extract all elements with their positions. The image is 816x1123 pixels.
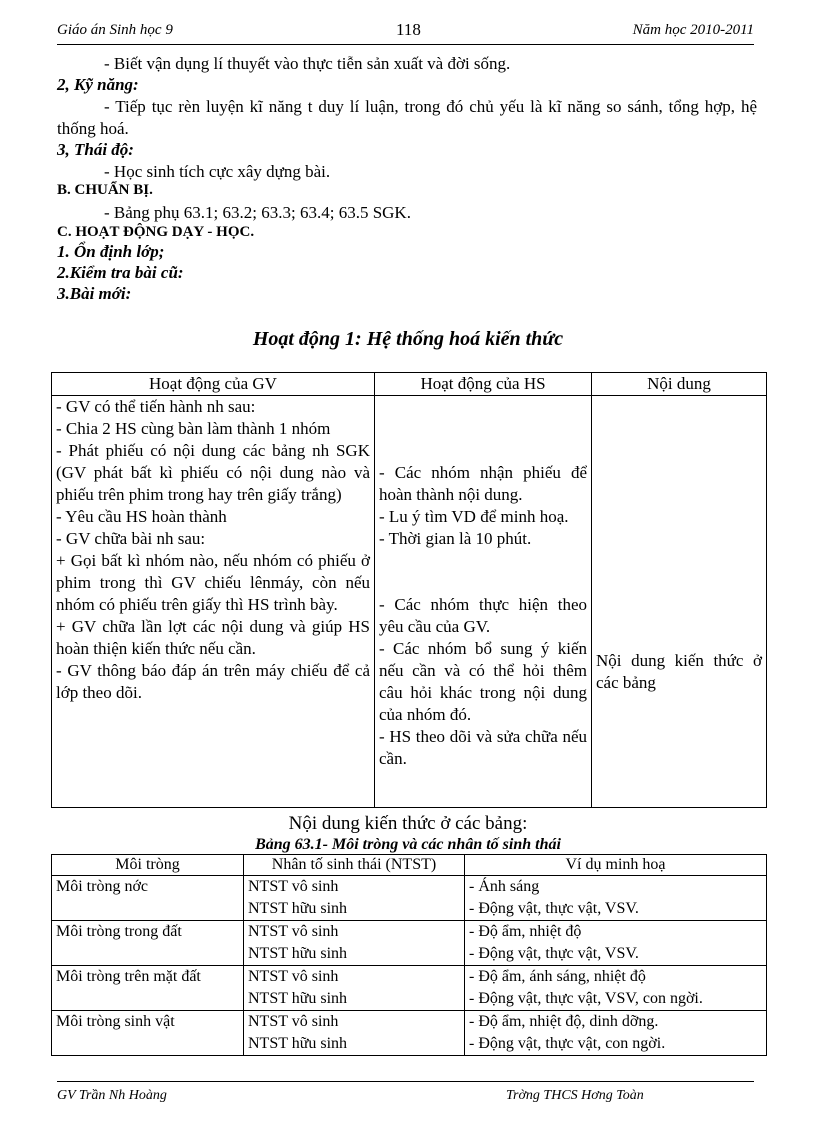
content-text: Nội dung kiến thức ở các bảng (596, 651, 762, 692)
gv-item: - GV có thể tiến hành nh sau: (56, 397, 256, 416)
heading-attitude: 3, Thái độ: (57, 140, 134, 159)
intro-line-skills: - Tiếp tục rèn luyện kĩ năng t duy lí luận, trong đó chủ yếu là kĩ năng so sánh, tổng hợp, hệ thống hoá. (57, 97, 757, 138)
environment-table (51, 854, 767, 1056)
intro-line-1: - Biết vận dụng lí thuyết vào thực tiễn sản xuất và đời sống. (104, 54, 511, 73)
hs-activities (375, 396, 592, 808)
factor-cell: NTST vô sinh NTST hữu sinh (244, 1011, 465, 1056)
step-stabilize: 1. Ổn định lớp; (57, 242, 165, 261)
table-row (52, 1011, 767, 1056)
example-cell: - Ánh sáng - Động vật, thực vật, VSV. (465, 876, 767, 921)
example-cell: - Độ ẩm, nhiệt độ - Động vật, thực vật, VSV. (465, 921, 767, 966)
heading-activities: C. HOẠT ĐỘNG DẠY - HỌC. (57, 224, 255, 240)
header-school-year: Năm học 2010-2011 (632, 22, 754, 38)
example-cell: - Độ ẩm, ánh sáng, nhiệt độ - Động vật, thực vật, VSV, con ngời. (465, 966, 767, 1011)
hs-item: - Thời gian là 10 phút. (379, 529, 532, 548)
col-header-examples: Ví dụ minh hoạ (465, 855, 767, 876)
gv-item: - GV thông báo đáp án trên máy chiếu để cả lớp theo dõi. (56, 661, 370, 702)
env-cell: Môi tròng sinh vật (52, 1011, 244, 1056)
factor-cell: NTST vô sinh NTST hữu sinh (244, 921, 465, 966)
gv-item: - GV chữa bài nh sau: (56, 529, 206, 548)
env-cell: Môi tròng nớc (52, 876, 244, 921)
col-header-factors: Nhân tố sinh thái (NTST) (244, 855, 465, 876)
gv-item: - Phát phiếu có nội dung các bảng nh SGK (GV phát bất kì phiếu có nội dung nào và phiếu trên phim trong hay trên giấy trắng) (56, 441, 370, 504)
activity-title: Hoạt động 1: Hệ thống hoá kiến thức (252, 328, 564, 350)
gv-item: + Gọi bất kì nhóm nào, nếu nhóm có phiếu ở phim trong thì GV chiếu lênmáy, còn nếu nhóm có phiếu trên giấy thì HS trình bày. (56, 551, 370, 614)
col-header-content: Nội dung (592, 373, 767, 396)
footer-school: Trờng THCS Hơng Toàn (506, 1088, 644, 1103)
heading-skills: 2, Kỹ năng: (57, 75, 139, 94)
hs-item: - Các nhóm bổ sung ý kiến nếu cần và có thể hỏi thêm câu hỏi khác trong nội dung của nhóm đó. (379, 639, 587, 724)
header-subject: Giáo án Sinh học 9 (57, 22, 173, 38)
section-title: Nội dung kiến thức ở các bảng: (288, 813, 528, 834)
intro-line-preparation: - Bảng phụ 63.1; 63.2; 63.3; 63.4; 63.5 SGK. (104, 203, 411, 222)
intro-line-attitude: - Học sinh tích cực xây dựng bài. (104, 162, 331, 181)
hs-item: - Lu ý tìm VD để minh hoạ. (379, 507, 569, 526)
heading-preparation: B. CHUẨN BỊ. (57, 182, 153, 198)
table-row (52, 966, 767, 1011)
env-cell: Môi tròng trên mặt đất (52, 966, 244, 1011)
col-header-environment: Môi tròng (52, 855, 244, 876)
step-check-old-lesson: 2.Kiểm tra bài cũ: (57, 263, 184, 282)
example-cell: - Độ ẩm, nhiệt độ, dinh dỡng. - Động vật, thực vật, con ngời. (465, 1011, 767, 1056)
env-cell: Môi tròng trong đất (52, 921, 244, 966)
table-row (52, 876, 767, 921)
factor-cell: NTST vô sinh NTST hữu sinh (244, 876, 465, 921)
activity-table (51, 372, 767, 808)
footer-teacher: GV Trần Nh Hoàng (57, 1088, 167, 1103)
content-cell (592, 396, 767, 808)
table-row (52, 921, 767, 966)
hs-item: - HS theo dõi và sửa chữa nếu cần. (379, 727, 587, 768)
page-number: 118 (396, 20, 421, 39)
col-header-hs: Hoạt động của HS (375, 373, 592, 396)
page-header (57, 20, 754, 45)
hs-item: - Các nhóm thực hiện theo yêu cầu của GV. (379, 595, 587, 636)
gv-item: - Yêu cầu HS hoàn thành (56, 507, 227, 526)
col-header-gv: Hoạt động của GV (52, 373, 375, 396)
gv-item: + GV chữa lần lợt các nội dung và giúp HS hoàn thiện kiến thức nếu cần. (56, 617, 370, 658)
factor-cell: NTST vô sinh NTST hữu sinh (244, 966, 465, 1011)
step-new-lesson: 3.Bài mới: (57, 284, 132, 303)
hs-item: - Các nhóm nhận phiếu để hoàn thành nội dung. (379, 463, 587, 504)
table-caption: Bảng 63.1- Môi tròng và các nhân tố sinh thái (255, 836, 561, 853)
page-footer (57, 1081, 754, 1103)
gv-item: - Chia 2 HS cùng bàn làm thành 1 nhóm (56, 419, 331, 438)
gv-activities (52, 396, 375, 808)
